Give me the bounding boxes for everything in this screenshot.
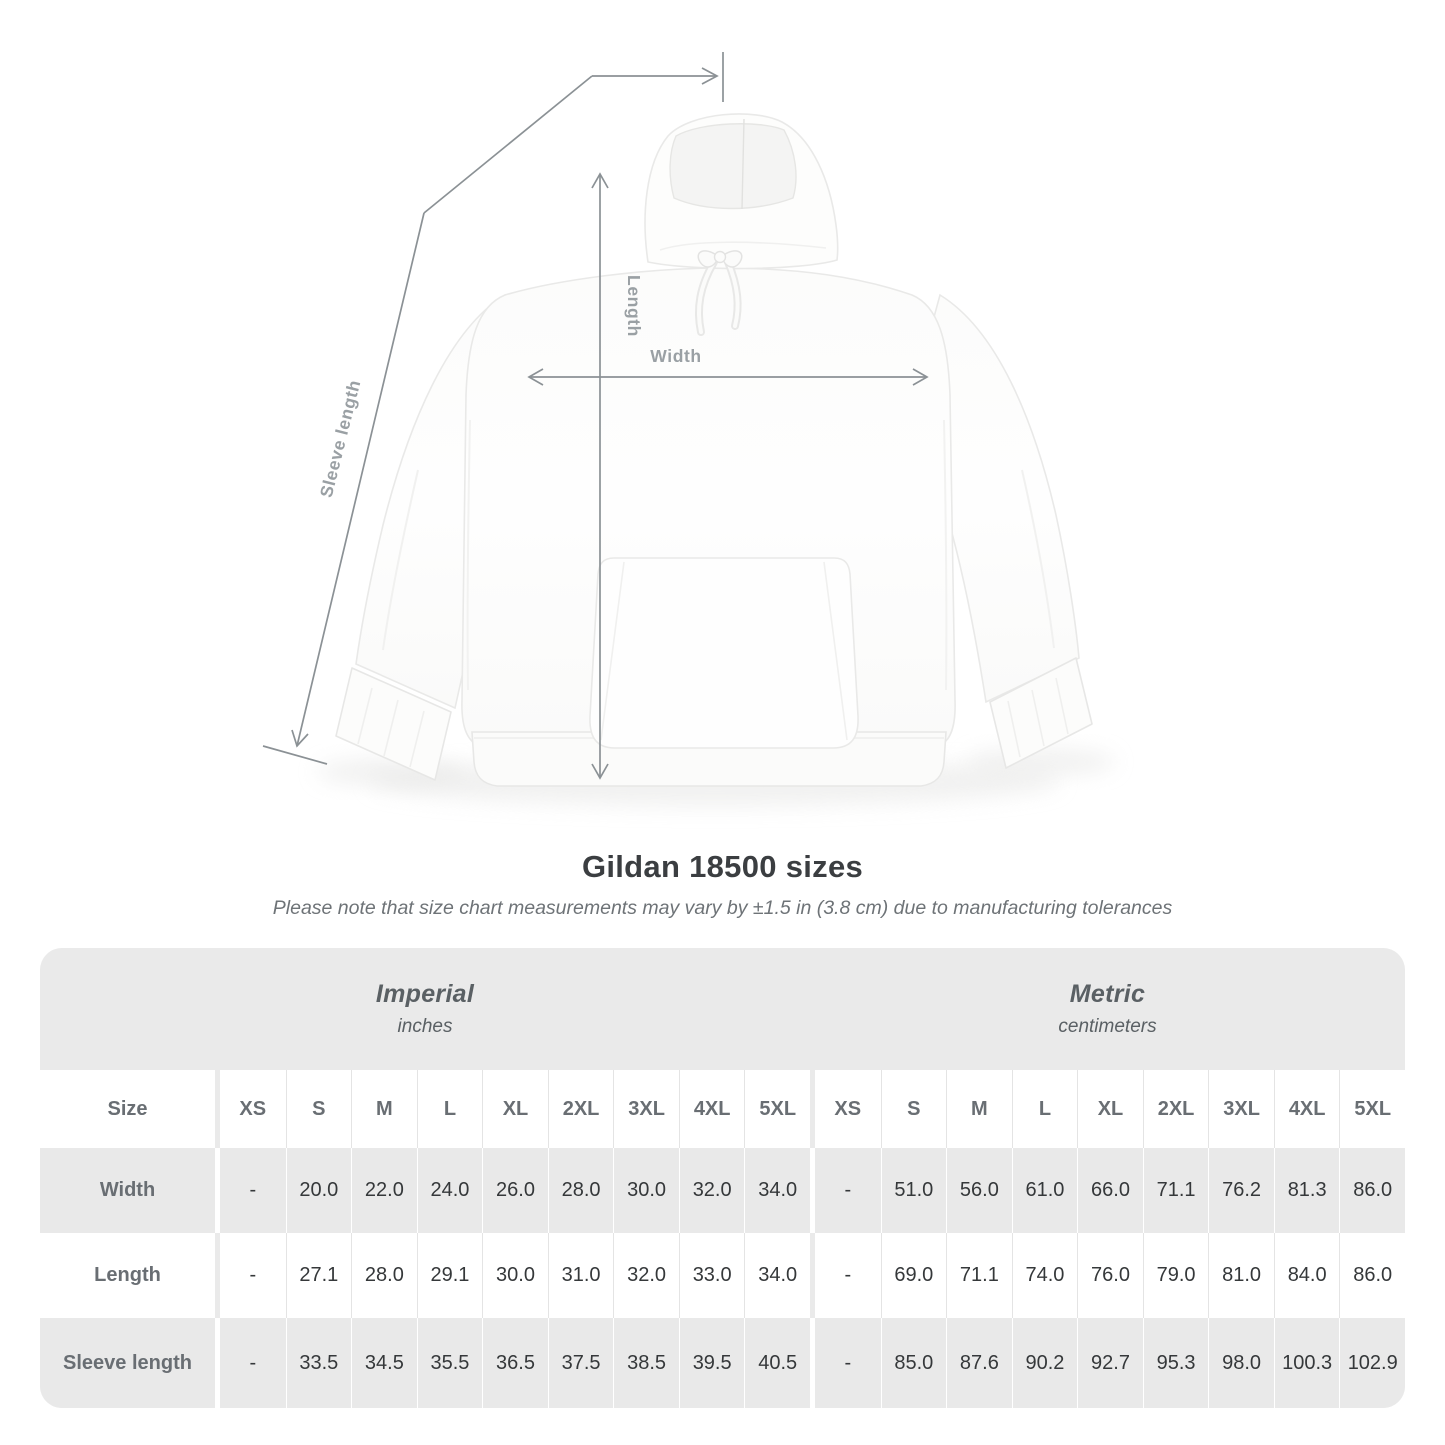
measurement-cell: - (815, 1233, 881, 1318)
hoodie-body (462, 268, 955, 786)
measurement-cell: 98.0 (1208, 1318, 1274, 1408)
size-header-cell: 3XL (613, 1070, 679, 1148)
size-header-cell: 2XL (1143, 1070, 1209, 1148)
size-header-cell: XL (1077, 1070, 1143, 1148)
measurement-cell: 28.0 (351, 1233, 417, 1318)
measurement-cell: 61.0 (1012, 1148, 1078, 1233)
measurement-cell: - (815, 1318, 881, 1408)
metric-label: Metric (1069, 980, 1146, 1008)
row-label: Sleeve length (40, 1318, 215, 1408)
measurement-cell: 84.0 (1274, 1233, 1340, 1318)
measurement-cell: 71.1 (1143, 1148, 1209, 1233)
measurement-cell: 34.0 (744, 1148, 810, 1233)
measurement-cell: - (815, 1148, 881, 1233)
size-header-row (40, 1070, 1405, 1148)
size-header-cell: XS (815, 1070, 881, 1148)
measurement-cell: 32.0 (679, 1148, 745, 1233)
size-header-cell: XL (482, 1070, 548, 1148)
measurement-cell: 69.0 (881, 1233, 947, 1318)
size-header-cell: 4XL (679, 1070, 745, 1148)
measurement-cell: 33.5 (286, 1318, 352, 1408)
measurement-cell: 35.5 (417, 1318, 483, 1408)
size-header-cell: M (351, 1070, 417, 1148)
measurement-cell: 81.0 (1208, 1233, 1274, 1318)
measurement-cell: 74.0 (1012, 1233, 1078, 1318)
measurement-cell: 66.0 (1077, 1148, 1143, 1233)
measurement-cell: 86.0 (1339, 1233, 1405, 1318)
measurement-cell: 29.1 (417, 1233, 483, 1318)
measurement-cell: 92.7 (1077, 1318, 1143, 1408)
size-header-cell: 5XL (1339, 1070, 1405, 1148)
table-body (40, 1148, 1405, 1408)
title-block (0, 843, 1445, 920)
measurement-cell: - (220, 1148, 286, 1233)
size-header-cell: L (417, 1070, 483, 1148)
size-table (40, 948, 1405, 1408)
measurement-cell: 31.0 (548, 1233, 614, 1318)
size-header-cell: 3XL (1208, 1070, 1274, 1148)
width-label: Width (650, 346, 702, 366)
size-header-cell: XS (220, 1070, 286, 1148)
size-header-cell: 4XL (1274, 1070, 1340, 1148)
measurement-cell: 32.0 (613, 1233, 679, 1318)
imperial-label: Imperial (375, 980, 475, 1008)
measurement-cell: 51.0 (881, 1148, 947, 1233)
row-label: Length (40, 1233, 215, 1318)
metric-unit: centimeters (1058, 1016, 1157, 1037)
measurement-cell: 36.5 (482, 1318, 548, 1408)
measurement-cell: 85.0 (881, 1318, 947, 1408)
measurement-cell: 27.1 (286, 1233, 352, 1318)
measurement-cell: - (220, 1233, 286, 1318)
measurement-cell: 28.0 (548, 1148, 614, 1233)
metric-unit-header (810, 948, 1405, 1070)
measurement-cell: 102.9 (1339, 1318, 1405, 1408)
size-header-cell: M (946, 1070, 1012, 1148)
size-header-cell: S (881, 1070, 947, 1148)
measurement-cell: 87.6 (946, 1318, 1012, 1408)
size-header-cell: S (286, 1070, 352, 1148)
measurement-cell: 76.0 (1077, 1233, 1143, 1318)
imperial-unit: inches (397, 1016, 453, 1037)
hoodie-hood (645, 114, 838, 269)
measurement-cell: 30.0 (613, 1148, 679, 1233)
measurement-cell: 81.3 (1274, 1148, 1340, 1233)
page-title: Gildan 18500 sizes (581, 849, 864, 884)
measurement-cell: 71.1 (946, 1233, 1012, 1318)
measurement-cell: 22.0 (351, 1148, 417, 1233)
measurement-cell: 76.2 (1208, 1148, 1274, 1233)
measurement-cell: 33.0 (679, 1233, 745, 1318)
kangaroo-pocket (590, 558, 858, 748)
imperial-unit-header (40, 948, 810, 1070)
measurement-cell: 90.2 (1012, 1318, 1078, 1408)
hood-interior (670, 124, 796, 209)
measurement-cell: 24.0 (417, 1148, 483, 1233)
row-label: Size (40, 1070, 215, 1148)
measurement-cell: 20.0 (286, 1148, 352, 1233)
measurement-cell: 79.0 (1143, 1233, 1209, 1318)
measurement-cell: 30.0 (482, 1233, 548, 1318)
measurement-cell: 38.5 (613, 1318, 679, 1408)
measurement-cell: 37.5 (548, 1318, 614, 1408)
measurement-cell: 56.0 (946, 1148, 1012, 1233)
measurement-cell: 39.5 (679, 1318, 745, 1408)
table-row (40, 1318, 1405, 1408)
length-label: Length (624, 275, 644, 337)
size-header-cell: L (1012, 1070, 1078, 1148)
sleeve-length-label: Sleeve length (315, 377, 365, 500)
tolerance-note: Please note that size chart measurements may vary by ±1.5 in (3.8 cm) due to manufacturing tolerances (272, 897, 1173, 919)
table-row (40, 1233, 1405, 1318)
size-header-cell: 5XL (744, 1070, 810, 1148)
size-header-cell: 2XL (548, 1070, 614, 1148)
measurement-cell: 34.5 (351, 1318, 417, 1408)
table-row (40, 1148, 1405, 1233)
measurement-cell: 26.0 (482, 1148, 548, 1233)
measurement-cell: 34.0 (744, 1233, 810, 1318)
measurement-cell: - (220, 1318, 286, 1408)
measurement-cell: 100.3 (1274, 1318, 1340, 1408)
measurement-cell: 86.0 (1339, 1148, 1405, 1233)
unit-header-row (40, 948, 1405, 1070)
row-label: Width (40, 1148, 215, 1233)
measurement-cell: 40.5 (744, 1318, 810, 1408)
measurement-cell: 95.3 (1143, 1318, 1209, 1408)
